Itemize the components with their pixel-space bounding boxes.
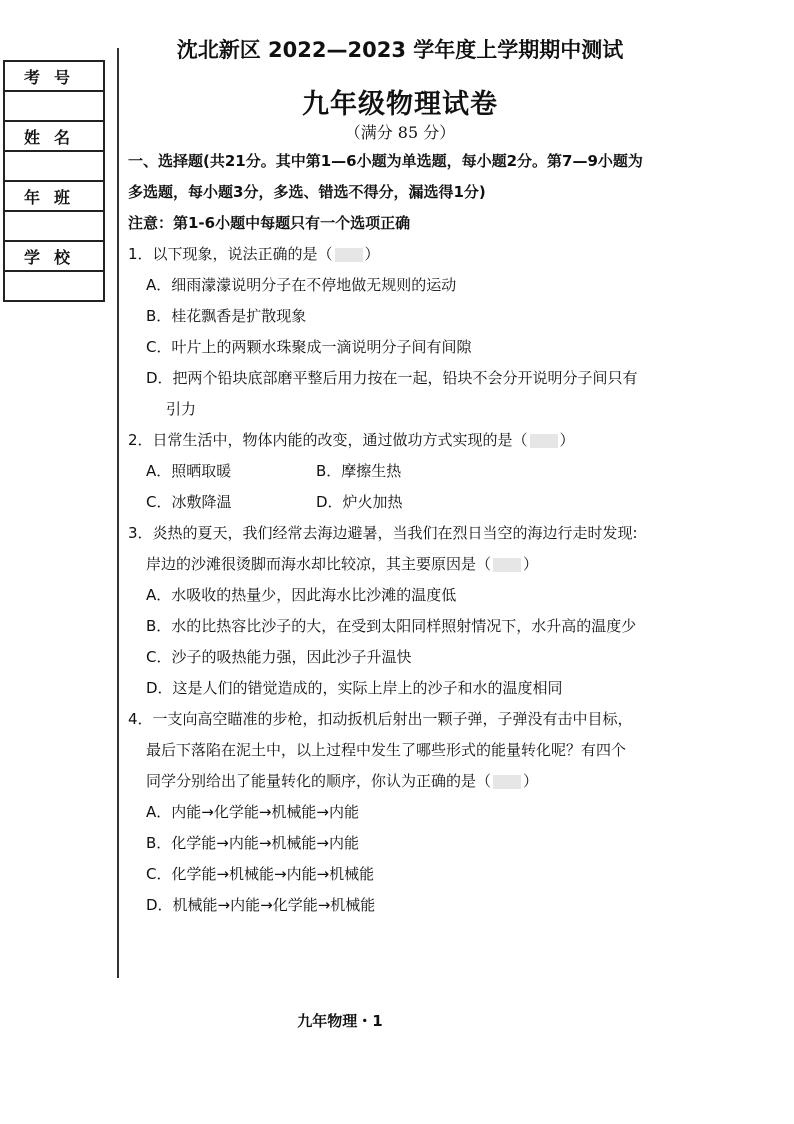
question-4-option-b: B．化学能→内能→机械能→内能 <box>146 834 359 852</box>
question-2-option-c: C．冰敷降温 <box>146 493 232 511</box>
question-4-option-c: C．化学能→机械能→内能→机械能 <box>146 865 375 883</box>
answer-blank[interactable] <box>335 248 363 262</box>
question-1-option-a: A．细雨濛濛说明分子在不停地做无规则的运动 <box>146 276 457 294</box>
question-1-option-c: C．叶片上的两颗水珠聚成一滴说明分子间有间隙 <box>146 338 472 356</box>
question-2-options-row2 <box>128 487 688 518</box>
page-footer: 九年物理・1 <box>297 1012 383 1030</box>
question-1-option-d: D．把两个铅块底部磨平整后用力按在一起，铅块不会分开说明分子间只有 <box>146 369 638 387</box>
info-label-exam-number: 考号 <box>5 62 103 92</box>
info-label-class: 年班 <box>5 182 103 212</box>
student-info-table <box>3 60 105 302</box>
info-label-school: 学校 <box>5 242 103 272</box>
exam-header-title: 沈北新区 2022—2023 学年度上学期期中测试 <box>176 38 624 62</box>
question-3-stem: 3．炎热的夏天，我们经常去海边避暑，当我们在烈日当空的海边行走时发现: <box>128 524 638 542</box>
question-4-stem-line2: 最后下落陷在泥土中，以上过程中发生了哪些形式的能量转化呢？有四个 <box>146 741 627 759</box>
question-4-option-d: D．机械能→内能→化学能→机械能 <box>146 896 376 914</box>
question-3-option-c: C．沙子的吸热能力强，因此沙子升温快 <box>146 648 412 666</box>
question-close: ） <box>364 245 380 263</box>
info-field-exam-number[interactable] <box>5 92 103 122</box>
info-label-name: 姓名 <box>5 122 103 152</box>
question-3-option-a: A．水吸收的热量少，因此海水比沙滩的温度低 <box>146 586 457 604</box>
question-2-options-row1 <box>128 456 688 487</box>
question-3-option-d: D．这是人们的错觉造成的，实际上岸上的沙子和水的温度相同 <box>146 679 563 697</box>
answer-blank[interactable] <box>530 434 558 448</box>
info-field-class[interactable] <box>5 212 103 242</box>
question-4-option-a: A．内能→化学能→机械能→内能 <box>146 803 359 821</box>
question-1-option-b: B．桂花飘香是扩散现象 <box>146 307 307 325</box>
question-text: 同学分别给出了能量转化的顺序，你认为正确的是（ <box>146 772 492 790</box>
question-1-option-d-continued: 引力 <box>166 400 197 418</box>
question-close: ） <box>559 431 575 449</box>
exam-subject-title: 九年级物理试卷 <box>302 89 498 120</box>
question-3-option-b: B．水的比热容比沙子的大，在受到太阳同样照射情况下，水升高的温度少 <box>146 617 637 635</box>
question-2-option-d: D．炉火加热 <box>316 493 403 511</box>
question-1-stem <box>128 239 688 270</box>
info-field-school[interactable] <box>5 272 103 302</box>
question-3-stem-continued <box>128 549 688 580</box>
binding-line <box>117 48 119 978</box>
question-close: ） <box>523 555 539 573</box>
exam-content <box>128 146 688 921</box>
question-4-stem: 4．一支向高空瞄准的步枪，扣动扳机后射出一颗子弹，子弹没有击中目标， <box>128 710 633 728</box>
question-2-option-a: A．照晒取暖 <box>146 462 232 480</box>
question-close: ） <box>523 772 539 790</box>
section-heading-line1: 一、选择题(共21分。其中第1—6小题为单选题，每小题2分。第7—9小题为 <box>128 152 643 170</box>
question-text: 1．以下现象，说法正确的是（ <box>128 245 333 263</box>
info-field-name[interactable] <box>5 152 103 182</box>
question-text: 2．日常生活中，物体内能的改变，通过做功方式实现的是（ <box>128 431 528 449</box>
full-score: （满分 85 分） <box>344 123 456 142</box>
question-4-stem-line3 <box>128 766 688 797</box>
answer-blank[interactable] <box>493 775 521 789</box>
question-text: 岸边的沙滩很烫脚而海水却比较凉，其主要原因是（ <box>146 555 492 573</box>
section-note: 注意：第1-6小题中每题只有一个选项正确 <box>128 214 411 232</box>
answer-blank[interactable] <box>493 558 521 572</box>
question-2-option-b: B．摩擦生热 <box>316 462 402 480</box>
section-heading-line2: 多选题，每小题3分，多选、错选不得分，漏选得1分) <box>128 183 486 201</box>
question-2-stem <box>128 425 688 456</box>
